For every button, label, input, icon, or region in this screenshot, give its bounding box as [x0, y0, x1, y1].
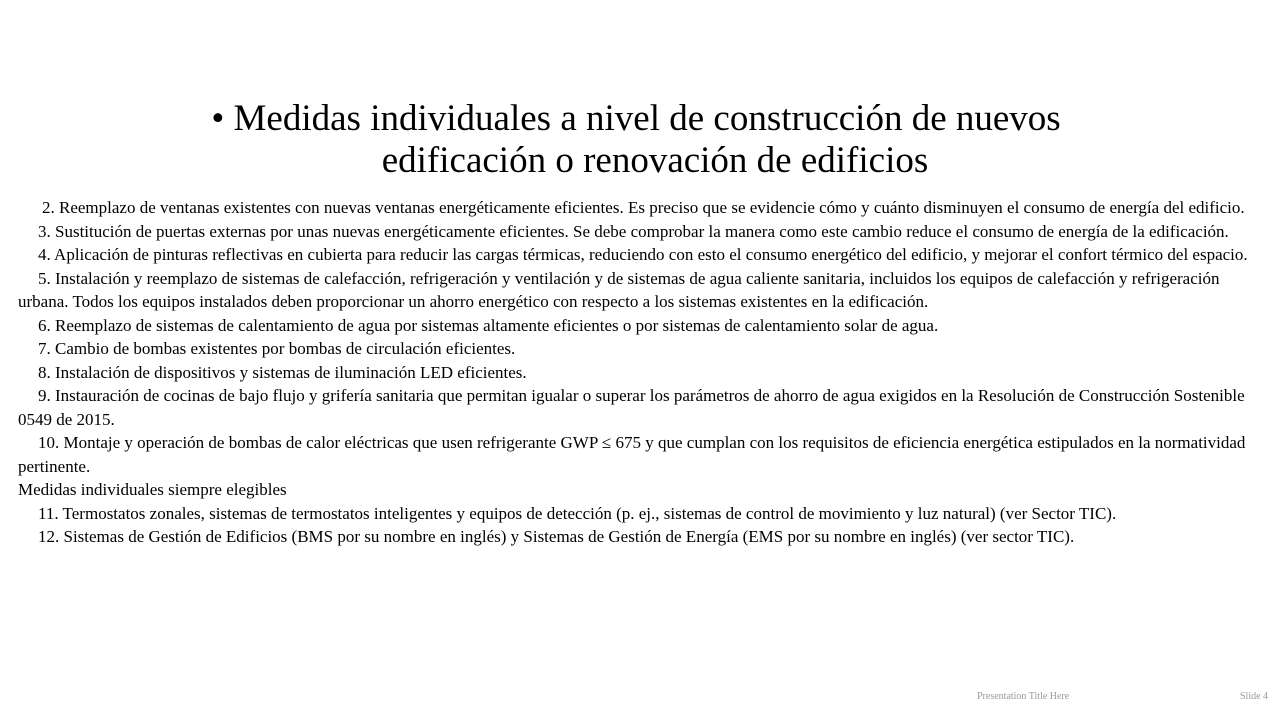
slide-body	[18, 196, 1258, 549]
title-line-1	[0, 98, 1280, 140]
list-item: 7. Cambio de bombas existentes por bombas de circulación eficientes.	[38, 339, 516, 358]
list-item: 3. Sustitución de puertas externas por unas nuevas energéticamente eficientes. Se debe comprobar la manera como este cambio reduce el consumo de energía de la edificación.	[38, 221, 1229, 241]
list-item: 2. Reemplazo de ventanas existentes con nuevas ventanas energéticamente eficientes. Es preciso que se evidencie cómo y cuánto disminuyen el consumo de energía del edificio.	[42, 198, 1245, 217]
title-line-2: edificación o renovación de edificios	[381, 140, 929, 181]
list-item: 8. Instalación de dispositivos y sistemas de iluminación LED eficientes.	[38, 362, 527, 382]
section-subheading: Medidas individuales siempre elegibles	[18, 480, 287, 499]
footer-presentation-title: Presentation Title Here	[977, 691, 1070, 702]
list-item: 10. Montaje y operación de bombas de calor eléctricas que usen refrigerante GWP ≤ 675 y que cumplan con los requisitos de eficiencia energética estipulados en la normatividad pertinente.	[18, 433, 1246, 476]
list-item: 4. Aplicación de pinturas reflectivas en cubierta para reducir las cargas térmicas, reduciendo con esto el consumo energético del edificio, y mejorar el confort térmico del espacio.	[38, 245, 1248, 264]
list-item: 9. Instauración de cocinas de bajo flujo y grifería sanitaria que permitan igualar o superar los parámetros de ahorro de agua exigidos en la Resolución de Construcción Sostenible 0549 de 2015.	[18, 386, 1245, 429]
list-item: 11. Termostatos zonales, sistemas de termostatos inteligentes y equipos de detección (p. ej., sistemas de control de movimiento y luz natural) (ver Sector TIC).	[38, 503, 1117, 523]
footer-slide-number: Slide 4	[1240, 691, 1269, 702]
slide-title	[0, 98, 1280, 182]
bullet-icon: •	[211, 98, 225, 139]
title-text-1: Medidas individuales a nivel de construcción de nuevos	[233, 98, 1061, 139]
list-item: 5. Instalación y reemplazo de sistemas de calefacción, refrigeración y ventilación y de sistemas de agua caliente sanitaria, incluidos los equipos de calefacción y refrigeración urbana. Todos los equipos instalados deben proporcionar un ahorro energético con respecto a los sistemas existentes en la edificación.	[18, 268, 1220, 311]
list-item: 12. Sistemas de Gestión de Edificios (BMS por su nombre en inglés) y Sistemas de Gestión de Energía (EMS por su nombre en inglés) (ver sector TIC).	[38, 527, 1075, 546]
list-item: 6. Reemplazo de sistemas de calentamiento de agua por sistemas altamente eficientes o por sistemas de calentamiento solar de agua.	[38, 315, 939, 335]
